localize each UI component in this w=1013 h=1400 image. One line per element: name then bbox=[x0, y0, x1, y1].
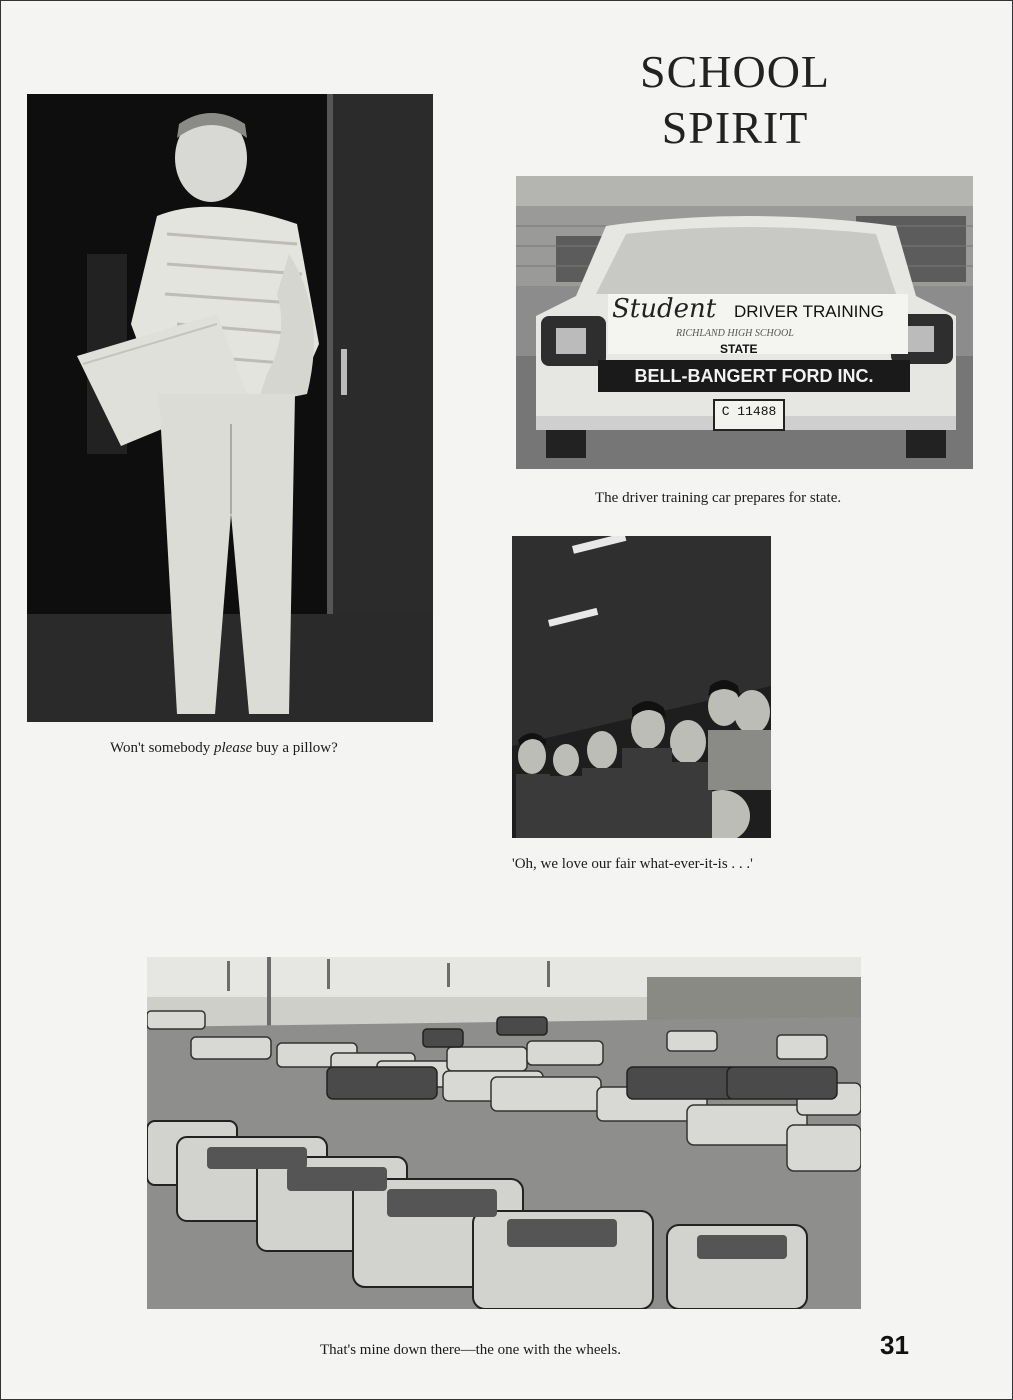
caption-parking-lot: That's mine down there—the one with the wheels. bbox=[320, 1342, 621, 1358]
caption-driver-training: The driver training car prepares for state. bbox=[595, 490, 842, 506]
car-sign-main: DRIVER TRAINING bbox=[734, 302, 884, 321]
caption-pillow bbox=[110, 740, 338, 757]
caption-pillow-emphasis: please bbox=[214, 740, 253, 756]
caption-pillow-start: Won't somebody bbox=[110, 740, 214, 756]
car-banner: BELL-BANGERT FORD INC. bbox=[634, 366, 874, 386]
photo-student-with-pillow bbox=[27, 94, 433, 722]
caption-pillow-end: buy a pillow? bbox=[252, 740, 338, 756]
page-number: 31 bbox=[880, 1330, 909, 1360]
car-sign-state: STATE bbox=[720, 342, 758, 356]
caption-students-singing: 'Oh, we love our fair what-ever-it-is . . .' bbox=[512, 856, 753, 872]
car-sign-script: Student bbox=[612, 294, 717, 324]
page-title bbox=[600, 44, 870, 156]
photo-parking-lot bbox=[147, 957, 861, 1309]
car-license-plate: C 11488 bbox=[721, 404, 777, 419]
photo-driver-training-car bbox=[516, 176, 973, 469]
title-line-2: SPIRIT bbox=[661, 102, 809, 153]
photo-students-singing bbox=[512, 536, 771, 838]
title-line-1: SCHOOL bbox=[639, 46, 831, 97]
car-sign-school: RICHLAND HIGH SCHOOL bbox=[676, 328, 794, 339]
